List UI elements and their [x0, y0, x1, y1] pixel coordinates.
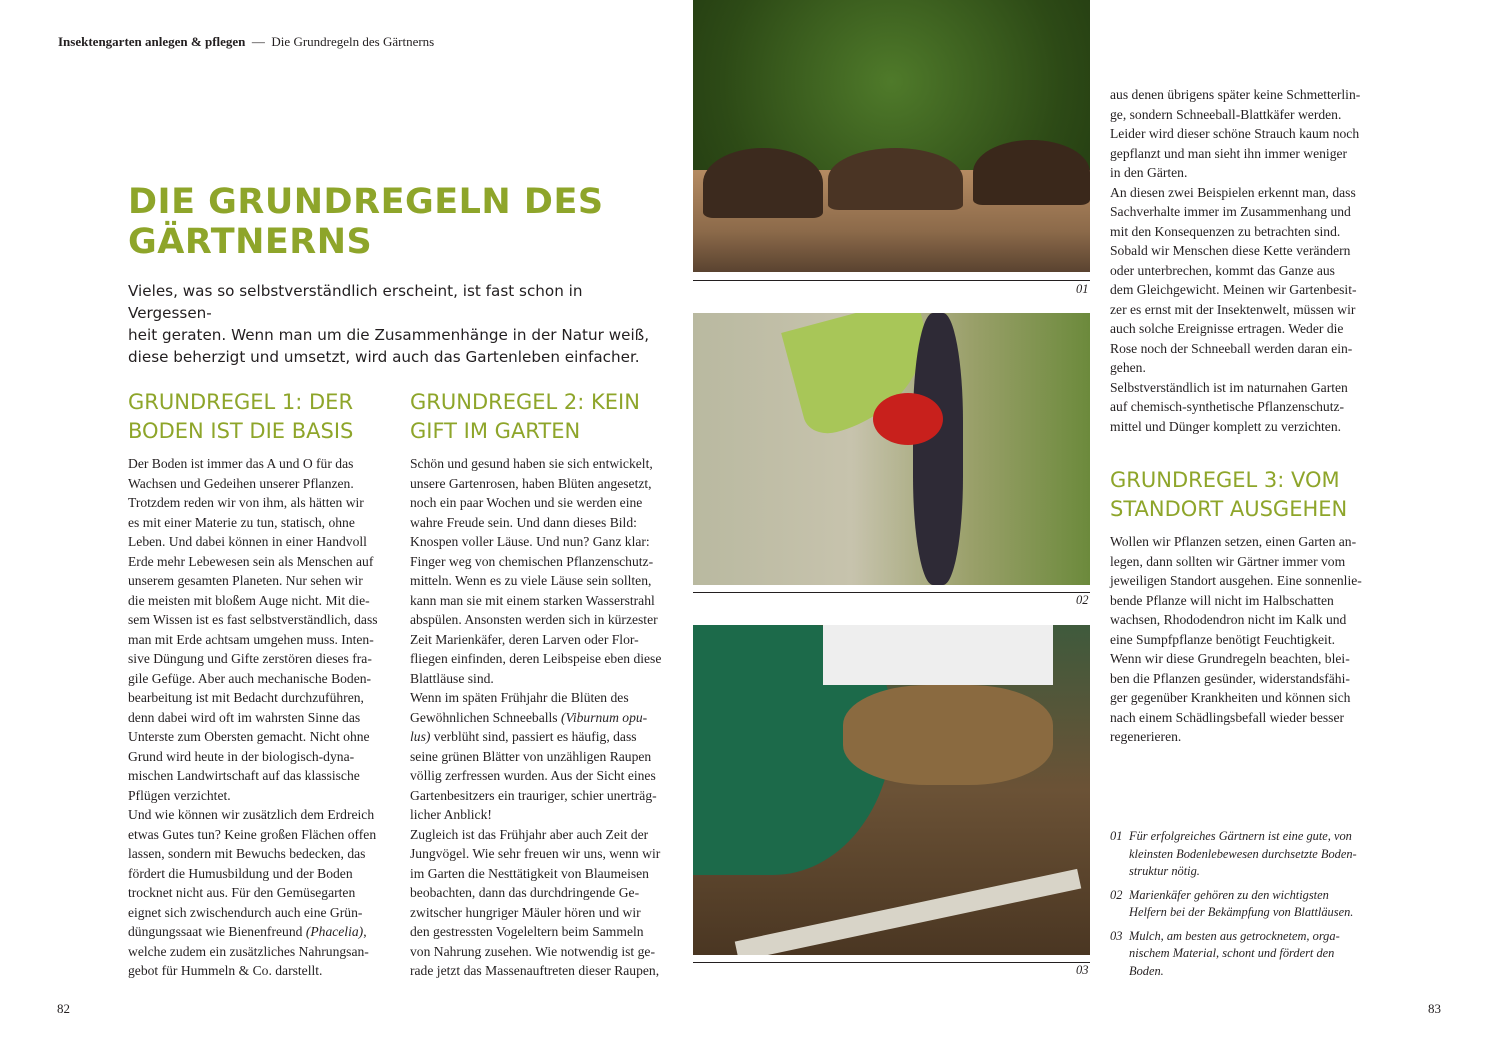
text-line: Sobald wir Menschen diese Kette verändern [1110, 243, 1351, 258]
text-line: Wollen wir Pflanzen setzen, einen Garten an- [1110, 534, 1357, 549]
text-line: Erde mehr Lebewesen sein als Menschen auf [128, 553, 374, 569]
text-line: Schön und gesund haben sie sich entwickelt, [410, 456, 653, 471]
caption [1110, 828, 1357, 881]
text-line: nach einem Schädlingsbefall wieder besser [1110, 709, 1345, 725]
caption-rule [693, 280, 1090, 281]
page-number-left: 82 [57, 1001, 70, 1016]
lead-line: Vieles, was so selbstverständlich erscheint, ist fast schon in Vergessen- [128, 282, 583, 322]
text-line: jeweiligen Standort ausgehen. Eine sonnenlie- [1110, 573, 1362, 588]
text-line: noch ein paar Wochen und sie werden eine [410, 495, 643, 510]
text-line: unserem gesamten Planeten. Nur sehen wir [128, 573, 363, 588]
mulch-handful [843, 685, 1053, 785]
rule3-body [1110, 532, 1362, 747]
photo-captions [1110, 828, 1357, 986]
text-line: welche zudem ein zusätzliches Nahrungsan- [128, 943, 369, 959]
text-line: mischen Landwirtschaft auf das klassische [128, 768, 360, 783]
running-head-separator: — [251, 34, 265, 49]
heading-line: GRUNDREGEL 3: VOM [1110, 468, 1340, 492]
text-line: oder unterbrechen, kommt das Ganze aus [1110, 262, 1335, 278]
text-line: bearbeitung ist mit Bedacht durchzuführen, [128, 690, 364, 705]
text-line: die meisten mit bloßem Auge nicht. Mit die- [128, 592, 370, 608]
caption-number: 03 [1110, 928, 1123, 943]
text-line: trocknet nicht aus. Für den Gemüsegarten [128, 885, 356, 900]
text-line: gile Gefüge. Aber auch mechanische Boden- [128, 670, 372, 686]
photo-number: 01 [1076, 282, 1089, 296]
text-line: von Nahrung zusehen. Wie notwendig ist ge- [410, 943, 655, 959]
text-line: unsere Gartenrosen, haben Blüten angesetzt, [410, 475, 652, 491]
birch-branch [735, 869, 1082, 955]
text-line: Leider wird dieser schöne Strauch kaum noch [1110, 126, 1360, 141]
text-line: wahre Freude sein. Und dann dieses Bild: [410, 514, 637, 530]
text-line: lassen, sondern mit Bewuchs bedecken, das [128, 846, 366, 861]
text-line: seine grünen Blätter von unzähligen Raupen [410, 748, 652, 764]
text-line: regenerieren. [1110, 729, 1182, 744]
caption-line: Helfern bei der Bekämpfung von Blattläusen. [1129, 905, 1354, 919]
text-line: Trotzdem reden wir von ihm, als hätten wir [128, 495, 364, 510]
text-line: Selbstverständlich ist im naturnahen Garten [1110, 379, 1348, 395]
text-line: Jungvögel. Wie sehr freuen wir uns, wenn wir [410, 846, 661, 861]
caption-line: Mulch, am besten aus getrocknetem, orga- [1129, 928, 1340, 943]
text-line: dem Gleichgewicht. Meinen wir Gartenbesit- [1110, 282, 1357, 297]
photo-ladybug [693, 313, 1090, 585]
heading-line: GIFT IM GARTEN [410, 419, 581, 443]
heading-line: BODEN IST DIE BASIS [128, 419, 354, 443]
text-line: eine Sumpfpflanze benötigt Feuchtigkeit. [1110, 631, 1335, 647]
text-line: mittel und Dünger komplett zu verzichten. [1110, 418, 1342, 434]
text-line: sive Düngung und Gifte zerstören dieses fra- [128, 651, 372, 666]
text-line: Wachsen und Gedeihen unserer Pflanzen. [128, 475, 354, 491]
text-line: Grund wird heute in der biologisch-dyna- [128, 748, 355, 764]
text-line: ger gegenüber Krankheiten und können sich [1110, 690, 1351, 705]
soil-heap [703, 148, 823, 218]
text-line: abspülen. Ansonsten werden sich in kürzester [410, 612, 658, 627]
text-line: zer es ernst mit der Insektenwelt, müssen wir [1110, 301, 1356, 317]
soil-heap [828, 148, 963, 210]
text-line: legen, dann sollten wir Gärtner immer vom [1110, 553, 1346, 569]
title-line: DIE GRUNDREGELN DES [128, 182, 604, 222]
caption-line: kleinsten Bodenlebewesen durchsetzte Boden- [1129, 846, 1357, 861]
text-line: bende Pflanze will nicht im Halbschatten [1110, 592, 1334, 608]
text-line: Und wie können wir zusätzlich dem Erdreich [128, 807, 375, 822]
caption-rule [693, 962, 1090, 963]
text-line: sem Wissen ist es fast selbstverständlich, dass [128, 612, 378, 627]
caption [1110, 928, 1357, 981]
caption-number: 01 [1110, 829, 1123, 843]
text-line: Sachverhalte immer im Zusammenhang und [1110, 204, 1351, 219]
text-line: ben die Pflanzen gesünder, widerstandsfähi- [1110, 670, 1350, 686]
text-line: Gewöhnlichen Schneeballs (Viburnum opu- [410, 709, 648, 725]
rule2-body [410, 454, 661, 981]
text-line: Wenn wir diese Grundregeln beachten, blei- [1110, 651, 1350, 666]
text-line: gehen. [1110, 360, 1146, 375]
title-line: GÄRTNERNS [128, 222, 373, 262]
heading-line: GRUNDREGEL 1: DER [128, 390, 354, 414]
running-head-book: Insektengarten anlegen & pflegen [58, 34, 246, 49]
photo-soil [693, 0, 1090, 272]
text-line: lus) verblüht sind, passiert es häufig, dass [410, 729, 637, 744]
text-line: in den Gärten. [1110, 165, 1188, 180]
text-line: Rose noch der Schneeball werden daran ein- [1110, 340, 1353, 356]
lead-line: heit geraten. Wenn man um die Zusammenhänge in der Natur weiß, [128, 326, 650, 344]
text-line: aus denen übrigens später keine Schmetterlin- [1110, 87, 1361, 102]
caption-text [1129, 828, 1357, 881]
lead-line: diese beherzigt und umsetzt, wird auch das Gartenleben einfacher. [128, 348, 640, 366]
running-head-chapter: Die Grundregeln des Gärtnerns [271, 34, 435, 49]
aphid-stem [913, 313, 963, 585]
text-line: Unterste zum Obersten gemacht. Nicht ohne [128, 729, 370, 744]
running-head [58, 34, 434, 50]
text-line: etwas Gutes tun? Keine großen Flächen offen [128, 826, 377, 842]
text-line: es mit einer Materie zu tun, statisch, ohne [128, 514, 355, 530]
page-number-right: 83 [1428, 1001, 1441, 1016]
text-line: völlig zerfressen wurden. Aus der Sicht eines [410, 768, 656, 783]
text-line: Zugleich ist das Frühjahr aber auch Zeit der [410, 826, 649, 842]
text-line: Zeit Marienkäfer, deren Larven oder Flor- [410, 631, 639, 647]
caption [1110, 887, 1357, 922]
rule1-body [128, 454, 378, 981]
text-line: beobachten, dann das durchdringende Ge- [410, 885, 640, 900]
photo-number: 03 [1076, 963, 1089, 977]
text-line: den gestressten Vogeleltern beim Sammeln [410, 924, 644, 939]
text-line: düngungssaat wie Bienenfreund (Phacelia), [128, 924, 367, 939]
text-line: mit den Konsequenzen zu betrachten sind. [1110, 223, 1341, 239]
text-line: fördert die Humusbildung und der Boden [128, 865, 353, 881]
caption-text [1129, 928, 1340, 981]
caption-text [1129, 887, 1353, 922]
text-line: wachsen, Rhododendron nicht im Kalk und [1110, 612, 1347, 627]
text-line: Der Boden ist immer das A und O für das [128, 456, 354, 471]
lead-paragraph [128, 280, 668, 368]
text-line: im Garten die Nesttätigkeit von Blaumeisen [410, 865, 649, 881]
soil-heap [973, 140, 1090, 205]
text-line: An diesen zwei Beispielen erkennt man, dass [1110, 184, 1356, 200]
text-line: eignet sich zwischendurch auch eine Grün- [128, 904, 363, 920]
caption-line: Für erfolgreiches Gärtnern ist eine gute, von [1129, 829, 1352, 843]
photo-mulch [693, 625, 1090, 955]
heading-line: GRUNDREGEL 2: KEIN [410, 390, 640, 414]
text-line: fliegen einfinden, deren Leibspeise eben diese [410, 651, 662, 666]
caption-rule [693, 592, 1090, 593]
rule3-heading [1110, 466, 1347, 524]
text-line: auf chemisch-synthetische Pflanzenschutz- [1110, 399, 1345, 414]
caption-number: 02 [1110, 887, 1123, 902]
continued-body [1110, 85, 1360, 436]
text-line: Knospen voller Läuse. Und nun? Ganz klar: [410, 534, 650, 549]
text-line: man mit Erde achtsam umgehen muss. Inten- [128, 631, 374, 647]
ladybug [873, 393, 943, 445]
text-line: Gartenbesitzers ein trauriger, schier unerträg- [410, 787, 657, 803]
text-line: auch solche Ereignisse ertragen. Weder die [1110, 321, 1344, 336]
caption-line: Boden. [1129, 963, 1164, 978]
sleeves [823, 625, 1053, 685]
text-line: Blattläuse sind. [410, 670, 494, 686]
caption-line: struktur nötig. [1129, 864, 1200, 878]
text-line: gepflanzt und man sieht ihn immer weniger [1110, 145, 1348, 161]
text-line: Wenn im späten Frühjahr die Blüten des [410, 690, 629, 705]
text-line: ge, sondern Schneeball-Blattkäfer werden. [1110, 106, 1342, 122]
caption-line: Marienkäfer gehören zu den wichtigsten [1129, 887, 1329, 902]
text-line: Pflügen verzichtet. [128, 787, 231, 803]
page-title [128, 182, 604, 262]
text-line: Finger weg von chemischen Pflanzenschutz- [410, 553, 654, 569]
heading-line: STANDORT AUSGEHEN [1110, 497, 1348, 521]
text-line: gebot für Hummeln & Co. darstellt. [128, 963, 323, 978]
text-line: Leben. Und dabei können in einer Handvoll [128, 534, 367, 549]
text-line: denn dabei wird oft im wahrsten Sinne das [128, 709, 361, 725]
rule1-heading [128, 388, 353, 446]
text-line: rade jetzt das Massenauftreten dieser Raupen, [410, 963, 660, 978]
text-line: licher Anblick! [410, 807, 492, 822]
rule2-heading [410, 388, 640, 446]
text-line: mitteln. Wenn es zu viele Läuse sein sollten, [410, 573, 652, 588]
text-line: kann man sie mit einem starken Wasserstrahl [410, 592, 655, 608]
photo-number: 02 [1076, 593, 1089, 607]
text-line: zwitscher hungriger Mäuler hören und wir [410, 904, 641, 920]
caption-line: nischem Material, schont und fördert den [1129, 946, 1335, 960]
